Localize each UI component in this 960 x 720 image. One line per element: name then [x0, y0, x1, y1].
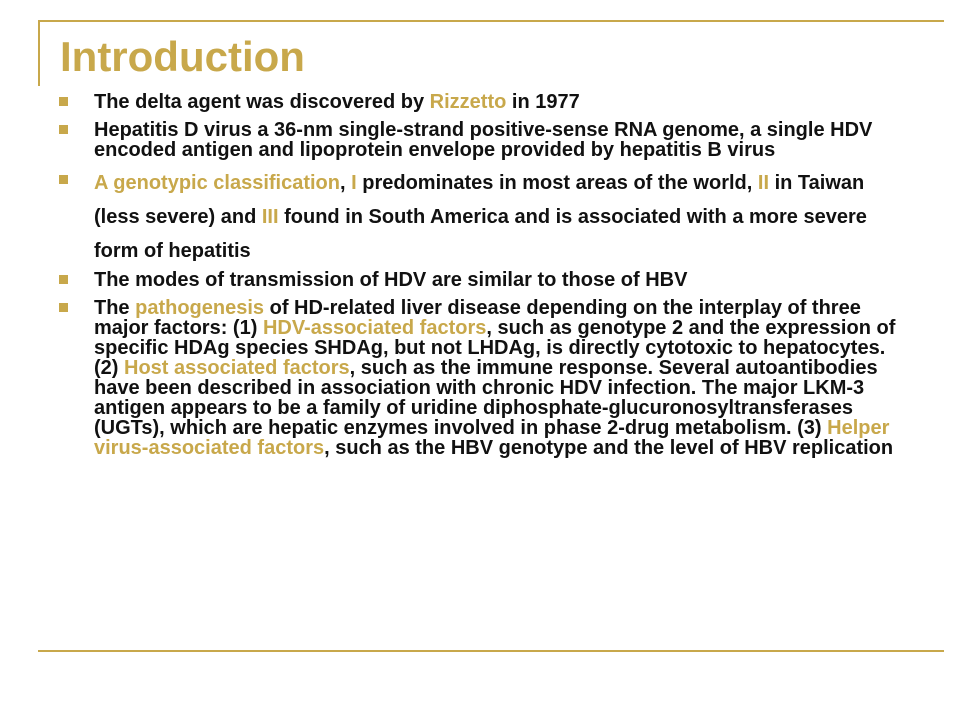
bullet-text: in Taiwan (less severe) and	[94, 172, 865, 228]
bullet-text: ,	[340, 172, 352, 194]
square-bullet-icon	[59, 303, 68, 312]
bullet-virus-structure	[56, 120, 904, 160]
bullet-list	[56, 92, 904, 466]
highlight-genotypic-classification: A genotypic classification	[94, 172, 340, 194]
slide-frame-top-line	[38, 20, 944, 22]
highlight-hdv-associated-factors: HDV-associated factors	[262, 317, 487, 339]
slide-frame-bottom-line	[38, 650, 944, 652]
highlight-genotype-iii: III	[261, 206, 279, 228]
bullet-text: , such as genotype 2 and the expression of specific HDAg species SHDAg, but not LHDAg, is directly cytotoxic to hepatocytes. (2)	[94, 317, 896, 379]
bullet-text: found in South America and is associated with a more severe form of hepatitis	[94, 206, 867, 262]
slide-frame-left-line	[38, 20, 40, 86]
bullet-text: The delta agent was discovered by	[94, 91, 430, 113]
bullet-text: The	[94, 297, 136, 319]
bullet-text: , such as the immune response. Several autoantibodies have been described in association with chronic HDV infection. The major LKM-3 antigen appears to be a family of uridine diphosphate-glucuronosyltransferases (UGTs), which are hepatic enzymes involved in phase 2-drug metabolism. (3)	[94, 357, 878, 439]
bullet-text: The modes of transmission of HDV are similar to those of HBV	[94, 269, 688, 291]
square-bullet-icon	[59, 175, 68, 184]
bullet-transmission	[56, 270, 904, 290]
bullet-genotypes	[56, 166, 904, 268]
highlight-genotype-i: I	[351, 172, 357, 194]
highlight-pathogenesis: pathogenesis	[135, 297, 265, 319]
bullet-text: of HD-related liver disease depending on the interplay of three major factors: (1)	[94, 297, 861, 339]
bullet-text: in 1977	[506, 91, 580, 113]
bullet-text: Hepatitis D virus a 36-nm single-strand positive-sense RNA genome, a single HDV encoded antigen and lipoprotein envelope provided by hepatitis B virus	[94, 119, 873, 161]
square-bullet-icon	[59, 97, 68, 106]
highlight-genotype-ii: II	[757, 172, 770, 194]
square-bullet-icon	[59, 125, 68, 134]
bullet-text: , such as the HBV genotype and the level of HBV replication	[324, 437, 894, 459]
square-bullet-icon	[59, 275, 68, 284]
bullet-discovery	[56, 92, 904, 112]
bullet-pathogenesis	[56, 298, 904, 458]
highlight-host-associated-factors: Host associated factors	[124, 357, 350, 379]
slide-title: Introduction	[60, 33, 305, 80]
highlight-rizzetto: Rizzetto	[429, 91, 507, 113]
bullet-text: predominates in most areas of the world,	[356, 172, 758, 194]
highlight-helper-virus-factors: Helper virus-associated factors	[94, 417, 890, 459]
